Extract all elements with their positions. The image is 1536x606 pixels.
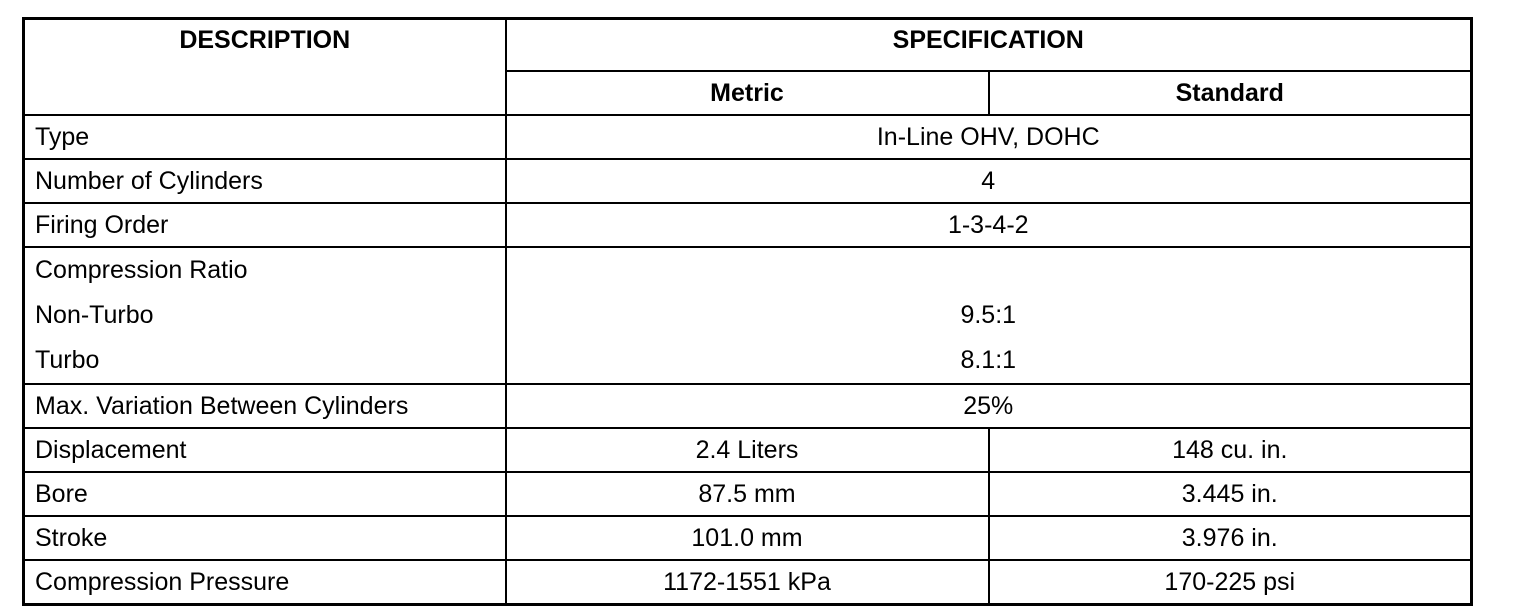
row-metric-displacement: 2.4 Liters xyxy=(506,428,989,472)
row-label-stroke: Stroke xyxy=(24,516,506,560)
compression-ratio-values xyxy=(506,247,1472,384)
table-row xyxy=(24,516,1472,560)
header-standard: Standard xyxy=(989,71,1472,115)
table-row xyxy=(24,384,1472,428)
row-label-non-turbo: Non-Turbo xyxy=(35,301,154,329)
table-row xyxy=(24,203,1472,247)
row-standard-stroke: 3.976 in. xyxy=(989,516,1472,560)
row-metric-bore: 87.5 mm xyxy=(506,472,989,516)
table-row xyxy=(24,560,1472,605)
row-label-firing-order: Firing Order xyxy=(24,203,506,247)
row-value-firing-order: 1-3-4-2 xyxy=(506,203,1472,247)
row-value-turbo: 8.1:1 xyxy=(960,346,1017,374)
row-label-compression-ratio: Compression Ratio xyxy=(35,256,248,284)
table-row xyxy=(24,472,1472,516)
engine-spec-table xyxy=(22,17,1473,606)
row-metric-compression-pressure: 1172-1551 kPa xyxy=(506,560,989,605)
header-metric: Metric xyxy=(506,71,989,115)
row-metric-stroke: 101.0 mm xyxy=(506,516,989,560)
row-standard-bore: 3.445 in. xyxy=(989,472,1472,516)
header-description: DESCRIPTION xyxy=(24,19,506,116)
row-value-non-turbo: 9.5:1 xyxy=(960,301,1017,329)
row-label-max-variation: Max. Variation Between Cylinders xyxy=(24,384,506,428)
header-specification: SPECIFICATION xyxy=(506,19,1472,72)
row-label-turbo: Turbo xyxy=(35,346,100,374)
row-standard-compression-pressure: 170-225 psi xyxy=(989,560,1472,605)
row-value-cylinders: 4 xyxy=(506,159,1472,203)
row-value-max-variation: 25% xyxy=(506,384,1472,428)
row-label-displacement: Displacement xyxy=(24,428,506,472)
table-row xyxy=(24,247,1472,384)
row-value-type: In-Line OHV, DOHC xyxy=(506,115,1472,159)
table-row xyxy=(24,428,1472,472)
table-row xyxy=(24,159,1472,203)
row-label-type: Type xyxy=(24,115,506,159)
row-label-bore: Bore xyxy=(24,472,506,516)
compression-ratio-labels xyxy=(24,247,506,384)
row-label-cylinders: Number of Cylinders xyxy=(24,159,506,203)
row-label-compression-pressure: Compression Pressure xyxy=(24,560,506,605)
row-standard-displacement: 148 cu. in. xyxy=(989,428,1472,472)
table-row xyxy=(24,115,1472,159)
header-row xyxy=(24,19,1472,72)
compression-ratio-spacer xyxy=(507,248,1471,293)
